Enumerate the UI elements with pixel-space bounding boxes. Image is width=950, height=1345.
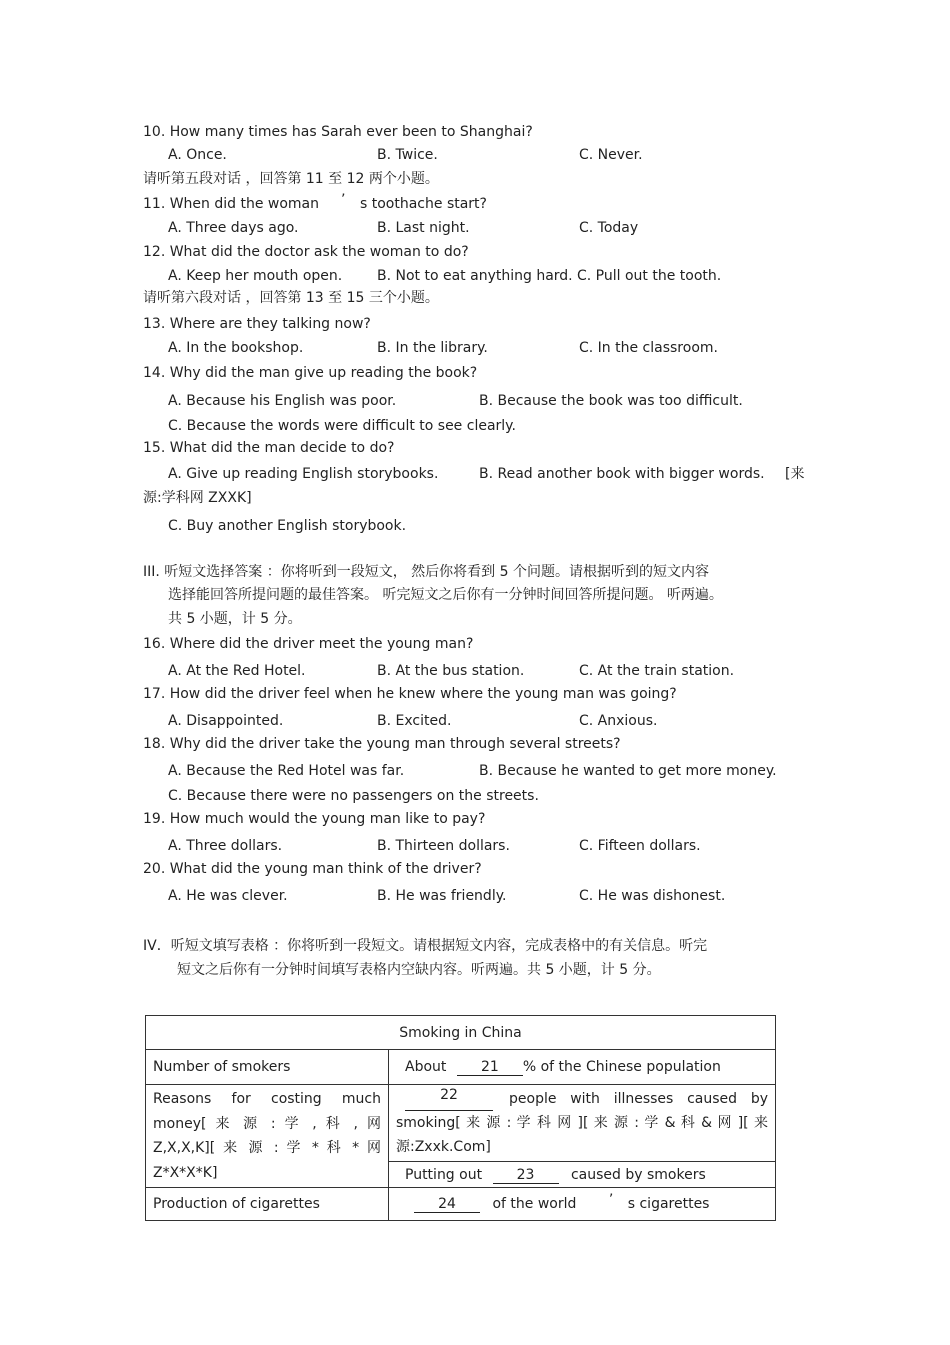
source-note-part2: 源:学科网 ZXXK] [143,490,252,506]
row-number-of-smokers-label: Number of smokers [146,1050,389,1085]
blank-23: 23 [493,1167,559,1184]
reasons-line1: Reasons for costing much [153,1091,381,1107]
percent-text: % of the Chinese population [522,1059,721,1075]
row-reasons-value-1 [389,1085,776,1162]
question-16: 16. Where did the driver meet the young man? [143,636,474,652]
q10-option-c: C. Never. [579,147,643,163]
instruction-section6: 请听第六段对话 ，回答第 13 至 15 三个小题。 [143,290,439,306]
q13-option-c: C. In the classroom. [579,340,718,356]
reasons-line4: Z*X*X*K] [153,1164,218,1181]
putting-out-text: Putting out [405,1166,483,1183]
question-18: 18. Why did the driver take the young man through several streets? [143,736,621,752]
row-production-value [389,1188,776,1221]
question-13: 13. Where are they talking now? [143,316,371,332]
q14-option-b: B. Because the book was too difficult. [479,393,743,409]
q18-option-c: C. Because there were no passengers on the streets. [168,788,539,804]
question-20: 20. What did the young man think of the driver? [143,861,482,877]
q20-option-c: C. He was dishonest. [579,888,726,904]
question-14: 14. Why did the man give up reading the book? [143,365,478,381]
q19-option-c: C. Fifteen dollars. [579,838,701,854]
q15-option-c: C. Buy another English storybook. [168,518,407,534]
part3-instruction-line2: 选择能回答所提问题的最佳答案。 听完短文之后你有一分钟时间回答所提问题。 听两遍。 [168,587,723,603]
reasons-line2: money[ 来 源 : 学 , 科 , 网 [153,1115,381,1132]
row-number-of-smokers-value [389,1050,776,1085]
q11-option-a: A. Three days ago. [168,220,299,236]
q18-option-a: A. Because the Red Hotel was far. [168,763,405,779]
reasons-value-line1 [396,1087,768,1111]
q17-option-b: B. Excited. [377,713,452,729]
row-production-label: Production of cigarettes [146,1188,389,1221]
part3-instruction-line3: 共 5 小题，计 5 分。 [168,611,302,627]
smoking-table [145,1015,776,1221]
q12-option-c: C. Pull out the tooth. [577,268,722,284]
q11-option-c: C. Today [579,220,639,236]
question-10: 10. How many times has Sarah ever been to Shanghai? [143,124,533,140]
q16-option-b: B. At the bus station. [377,663,525,679]
reasons-value-line2: smoking[ 来 源 : 学 科 网 ][ 来 源 : 学 & 科 & 网 ][ 来 [396,1115,768,1131]
part4-instruction-line2: 短文之后你有一分钟时间填写表格内空缺内容。听两遍。共 5 小题，计 5 分。 [177,962,661,978]
q10-option-b: B. Twice. [377,147,438,163]
question-12: 12. What did the doctor ask the woman to do? [143,244,469,260]
caused-by-smokers-text: caused by smokers [570,1166,706,1183]
q14-option-a: A. Because his English was poor. [168,393,397,409]
q20-option-a: A. He was clever. [168,888,288,904]
about-text: About [405,1059,447,1075]
reasons-line3: Z,X,X,K][ 来 源 : 学 * 科 * 网 [153,1140,381,1156]
table-title: Smoking in China [146,1016,776,1050]
production-apostrophe: ’ [608,1192,614,1208]
q19-option-b: B. Thirteen dollars. [377,838,510,854]
q16-option-c: C. At the train station. [579,663,735,679]
question-19: 19. How much would the young man like to pay? [143,811,486,827]
blank-22: 22 [405,1087,493,1111]
question-17: 17. How did the driver feel when he knew where the young man was going? [143,686,677,702]
reasons-value-line3: 源:Zxxk.Com] [396,1139,491,1155]
q14-option-c: C. Because the words were difficult to see clearly. [168,418,516,434]
question-11-part1: 11. When did the woman [143,196,320,212]
row-reasons-value-2 [389,1162,776,1188]
part3-instruction-line1: III. 听短文选择答案 ：你将听到一段短文， 然后你将看到 5 个问题。请根据听到的短文内容 [143,564,709,580]
of-the-world-text: of the world [492,1196,577,1212]
cigarettes-text: s cigarettes [627,1196,710,1212]
instruction-section5: 请听第五段对话 ，回答第 11 至 12 两个小题。 [143,171,439,187]
q11-option-b: B. Last night. [377,220,470,236]
reasons-value-text1: people with illnesses caused by [509,1091,768,1107]
q19-option-a: A. Three dollars. [168,838,283,854]
blank-21: 21 [457,1059,523,1076]
source-note-part1: [来 [785,466,805,482]
question-11-apostrophe: ’ [341,192,346,208]
q12-option-b: B. Not to eat anything hard. [377,268,573,284]
part4-instruction-line1: IV．听短文填写表格 ：你将听到一段短文。请根据短文内容，完成表格中的有关信息。听完 [143,938,708,954]
q12-option-a: A. Keep her mouth open. [168,268,343,284]
q15-option-a: A. Give up reading English storybooks. [168,466,439,482]
question-11-part2: s toothache start? [360,196,487,212]
q13-option-a: A. In the bookshop. [168,340,304,356]
q17-option-c: C. Anxious. [579,713,658,729]
question-15: 15. What did the man decide to do? [143,440,395,456]
q15-option-b: B. Read another book with bigger words. [479,466,765,482]
row-reasons-label [146,1085,389,1188]
q13-option-b: B. In the library. [377,340,488,356]
q18-option-b: B. Because he wanted to get more money. [479,763,777,779]
q10-option-a: A. Once. [168,147,227,163]
q20-option-b: B. He was friendly. [377,888,507,904]
q16-option-a: A. At the Red Hotel. [168,663,306,679]
blank-24: 24 [414,1196,480,1213]
q17-option-a: A. Disappointed. [168,713,284,729]
